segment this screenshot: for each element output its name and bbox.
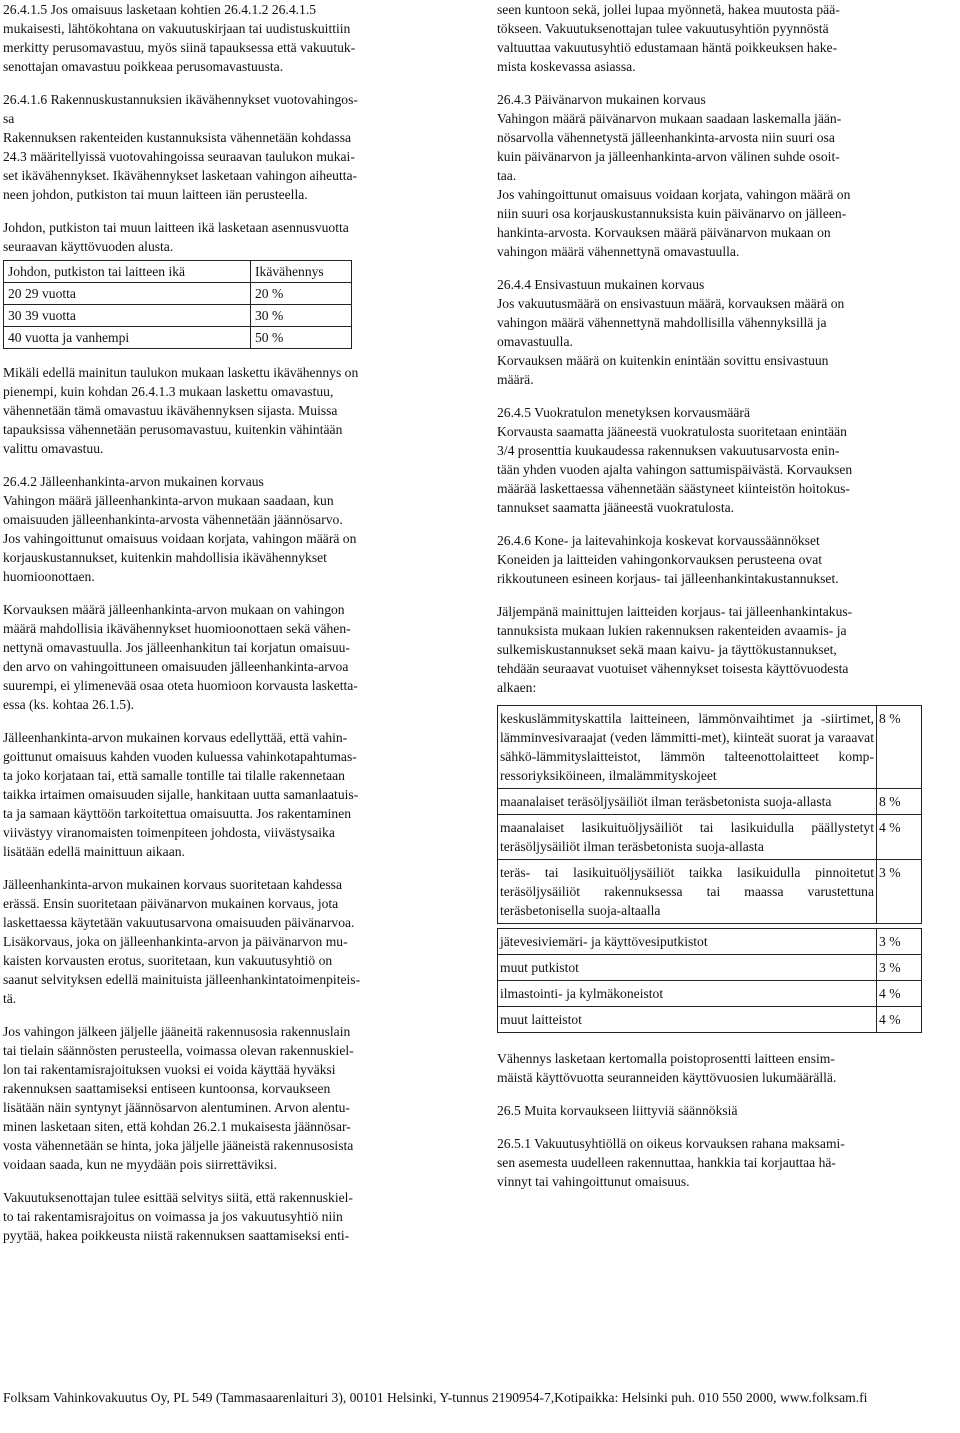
text-line: Korvauksen määrä on kuitenkin enintään sovittu ensivastuun xyxy=(497,353,829,368)
equipment-cell: ilmastointi- ja kylmäkoneistot xyxy=(498,981,877,1007)
paragraph xyxy=(3,218,463,256)
table-header-row xyxy=(4,261,352,283)
table-cell: 50 % xyxy=(251,327,352,349)
text-line: vahingon määrä vähennettynä mahdollisilla vähennyksillä ja xyxy=(497,315,827,330)
text-line: tannuksista mukaan lukien rakennuksen rakenteiden avaamis- ja xyxy=(497,623,847,638)
paragraph xyxy=(3,1188,463,1245)
text-line: 26.4.1.5 Jos omaisuus lasketaan kohtien 26.4.1.2 26.4.1.5 xyxy=(3,2,317,17)
percent-cell: 8 % xyxy=(877,706,922,789)
text-line: 26.4.5 Vuokratulon menetyksen korvausmäärä xyxy=(497,405,750,420)
paragraph xyxy=(3,875,463,1008)
text-line: alkaen: xyxy=(497,680,537,695)
text-line: essa (ks. kohtaa 26.1.5). xyxy=(3,697,134,712)
table-row xyxy=(498,815,922,860)
paragraph xyxy=(497,602,957,697)
text-line: määrä mahdollisia ikävähennykset huomioonottaen sekä vähen- xyxy=(3,621,351,636)
paragraph xyxy=(497,0,957,76)
column-header: Ikävähennys xyxy=(251,261,352,283)
equipment-cell: teräs- tai lasikuituöljysäiliöt taikka lasikuidulla pinnoitetut teräsöljysäiliöt rakennuksessa tai maassa varustettuna teräsbetonisella suoja-altaalla xyxy=(498,860,877,924)
text-line: Mikäli edellä mainitun taulukon mukaan laskettu ikävähennys on xyxy=(3,365,359,380)
text-line: suurempi, ei ylimenevää osaa oteta huomioon korvausta lasketta- xyxy=(3,678,358,693)
percent-cell: 3 % xyxy=(877,860,922,924)
text-line: vähennetään tämä omavastuu ikävähennyksen sijasta. Muissa xyxy=(3,403,338,418)
text-line: 26.4.4 Ensivastuun mukainen korvaus xyxy=(497,277,705,292)
table-row xyxy=(4,283,352,305)
text-line: taikka irtaimen omaisuuden sijalle, hankitaan uutta samanlaatuis- xyxy=(3,787,359,802)
text-line: lon tai rakentamisrajoituksen vuoksi ei voida käyttää hyväksi xyxy=(3,1062,336,1077)
text-line: valittu omavastuu. xyxy=(3,441,104,456)
text-line: nettynä omavastuulla. Jos jälleenhankitun tai korjatun omaisuu- xyxy=(3,640,350,655)
text-line: minen lasketaan siten, että kohdan 26.2.1 mukaisesta jäännösar- xyxy=(3,1119,351,1134)
table-row xyxy=(498,1007,922,1033)
text-line: den arvo on vahingoittuneen omaisuuden jälleenhankinta-arvoa xyxy=(3,659,349,674)
text-line: Kotipaikka: Helsinki puh. 010 550 2000, www.folksam.fi xyxy=(554,1390,868,1405)
text-line: korjauskustannukset, kuitenkin mahdollisia ikävähennykset xyxy=(3,550,327,565)
text-line: tehdään seuraavat vuotuiset vähennykset toisesta käyttövuodesta xyxy=(497,661,849,676)
text-line: set ikävähennykset. Ikävähennykset lasketaan vahingon aiheutta- xyxy=(3,168,358,183)
text-line: tä. xyxy=(3,991,17,1006)
table-cell: 40 vuotta ja vanhempi xyxy=(4,327,251,349)
text-line: rakennuksen saattamiseksi entiseen kuntoonsa, korvaukseen xyxy=(3,1081,331,1096)
text-line: neen johdon, putkiston tai muun laitteen iän perusteella. xyxy=(3,187,308,202)
text-line: 26.5 Muita korvaukseen liittyviä säännöksiä xyxy=(497,1103,738,1118)
text-line: goittunut omaisuus kahden vuoden kuluessa vahinkotapahtumas- xyxy=(3,749,357,764)
text-line: Jälleenhankinta-arvon mukainen korvaus edellyttää, että vahin- xyxy=(3,730,348,745)
text-line: 26.4.1.6 Rakennuskustannuksien ikävähennykset vuotovahingos- xyxy=(3,92,358,107)
text-line: nösarvolla vähennetystä jälleenhankinta-arvosta niin suuri osa xyxy=(497,130,835,145)
section-26-4-3 xyxy=(497,90,957,261)
section-26-4-1-6 xyxy=(3,90,463,204)
text-line: sen asemesta uudelleen rakennuttaa, hankkia tai korjauttaa hä- xyxy=(497,1155,836,1170)
text-line: ta ja samaan käyttöön tarkoitettua omaisuutta. Jos rakentaminen xyxy=(3,806,352,821)
text-line: vosta vähennetään se hinta, joka jäljelle jääneistä rakennusosista xyxy=(3,1138,354,1153)
text-line: Rakennuksen rakenteiden kustannuksista vähennetään kohdassa xyxy=(3,130,352,145)
text-line: tään yhden vuoden ajalta vahingon sattumispäivästä. Korvauksen xyxy=(497,462,853,477)
text-line: Jäljempänä mainittujen laitteiden korjaus- tai jälleenhankintakus- xyxy=(497,604,853,619)
text-line: Jos vahingon jälkeen jäljelle jääneitä rakennusosia rakennuslain xyxy=(3,1024,351,1039)
text-line: tannukset saamatta jääneestä vuokratulosta. xyxy=(497,500,735,515)
text-line: mäistä käyttövuotta seuranneiden käyttövuosien lukumäärällä. xyxy=(497,1070,837,1085)
text-line: kuin päivänarvon ja jälleenhankinta-arvon välinen suhde osoit- xyxy=(497,149,840,164)
text-line: omavastuulla. xyxy=(497,334,573,349)
table-row xyxy=(498,981,922,1007)
text-line: Vähennys lasketaan kertomalla poistoprosentti laitteen ensim- xyxy=(497,1051,835,1066)
table-row xyxy=(498,860,922,924)
text-line: saanut selvityksen edellä mainituista jälleenhankintatoimenpiteis- xyxy=(3,972,361,987)
text-line: niin suuri osa korjauskustannuksista kuin päivänarvo on jälleen- xyxy=(497,206,847,221)
percent-cell: 3 % xyxy=(877,955,922,981)
text-line: tapauksissa vähennetään perusomavastuu, kuitenkin vähintään xyxy=(3,422,343,437)
equipment-cell: maanalaiset teräsöljysäiliöt ilman teräsbetonista suoja-allasta xyxy=(498,789,877,815)
text-line: sa xyxy=(3,111,15,126)
text-line: Korvausta saamatta jääneestä vuokratulosta suoritetaan enintään xyxy=(497,424,847,439)
text-line: Vahingon määrä päivänarvon mukaan saadaan laskemalla jään- xyxy=(497,111,842,126)
equipment-cell: muut putkistot xyxy=(498,955,877,981)
equipment-cell: keskuslämmityskattila laitteineen, lämmönvaihtimet ja -siirtimet, lämminvesivaraajat (veden lämmitti-met), kiinteät suorat ja varaavat sähkö-lämmityslaitteistot, lämmön talteenottolaitteet komp-ressoriyksiköineen, ilmalämmityskojeet xyxy=(498,706,877,789)
paragraph xyxy=(3,728,463,861)
text-line: lisätään näin syntynyt jäännösarvon alentuminen. Arvon alentu- xyxy=(3,1100,350,1115)
text-line: Vakuutuksenottajan tulee esittää selvitys siitä, että rakennuskiel- xyxy=(3,1190,353,1205)
percent-cell: 4 % xyxy=(877,981,922,1007)
table-cell: 30 % xyxy=(251,305,352,327)
section-26-4-4 xyxy=(497,275,957,389)
text-line: mista koskevassa asiassa. xyxy=(497,59,636,74)
table-cell: 30 39 vuotta xyxy=(4,305,251,327)
equipment-cell: maanalaiset lasikuituöljysäiliöt tai lasikuidulla päällystetyt teräsöljysäiliöt ilman teräsbetonista suoja-allasta xyxy=(498,815,877,860)
text-line: mukaisesti, lähtökohtana on vakuutuskirjaan tai uudistuskuittiin xyxy=(3,21,351,36)
equipment-cell: jätevesiviemäri- ja käyttövesiputkistot xyxy=(498,929,877,955)
table-row xyxy=(498,706,922,789)
text-line: seen kuntoon sekä, jollei lupaa myönnetä, hakea muutosta pää- xyxy=(497,2,840,17)
text-line: Folksam Vahinkovakuutus Oy, PL 549 (Tammasaarenlaituri 3), 00101 Helsinki, Y-tunnus 2190954-7, xyxy=(3,1390,555,1405)
text-line: senottajan omavastuu poikkeaa perusomavastuusta. xyxy=(3,59,284,74)
text-line: Jos vahingoittunut omaisuus voidaan korjata, vahingon määrä on xyxy=(497,187,851,202)
text-line: ta joko korjataan tai, että samalle tontille tai tilalle rakennetaan xyxy=(3,768,345,783)
table-cell: 20 29 vuotta xyxy=(4,283,251,305)
percent-cell: 4 % xyxy=(877,1007,922,1033)
paragraph xyxy=(497,1049,957,1087)
page-footer xyxy=(3,1388,903,1407)
text-line: 26.4.3 Päivänarvon mukainen korvaus xyxy=(497,92,706,107)
text-line: Jälleenhankinta-arvon mukainen korvaus suoritetaan kahdessa xyxy=(3,877,342,892)
text-line: kaisten korvausten erotus, suoritetaan, kun vakuutusyhtiö on xyxy=(3,953,333,968)
text-line: Jos vahingoittunut omaisuus voidaan korjata, vahingon määrä on xyxy=(3,531,357,546)
text-line: vahingon määrä vähennettynä omavastuulla. xyxy=(497,244,740,259)
text-line: huomioonottaen. xyxy=(3,569,95,584)
section-26-4-6 xyxy=(497,531,957,588)
section-26-4-5 xyxy=(497,403,957,517)
text-line: Lisäkorvaus, joka on jälleenhankinta-arvon ja päivänarvon mu- xyxy=(3,934,348,949)
percent-cell: 8 % xyxy=(877,789,922,815)
text-line: seuraavan käyttövuoden alusta. xyxy=(3,239,174,254)
text-line: to tai rakentamisrajoitus on voimassa ja jos vakuutusyhtiö niin xyxy=(3,1209,343,1224)
text-line: vinnyt tai vahingoittunut omaisuus. xyxy=(497,1174,690,1189)
table-cell: 20 % xyxy=(251,283,352,305)
text-line: hankinta-arvosta. Korvauksen määrä päivänarvon mukaan on xyxy=(497,225,831,240)
table-row xyxy=(498,789,922,815)
text-line: erässä. Ensin suoritetaan päivänarvon mukainen korvaus, jota xyxy=(3,896,339,911)
text-line: tai tielain säännösten perusteella, voimassa olevan rakennuskiel- xyxy=(3,1043,354,1058)
percent-cell: 3 % xyxy=(877,929,922,955)
text-line: 26.5.1 Vakuutusyhtiöllä on oikeus korvauksen rahana maksami- xyxy=(497,1136,845,1151)
text-line: voidaan saada, kun ne myydään pois siirrettäviksi. xyxy=(3,1157,278,1172)
text-line: 3/4 prosenttia kuukaudessa rakennuksen vakuutusarvosta enin- xyxy=(497,443,840,458)
text-line: laskettaessa käytetään vakuutusarvona omaisuuden päivänarvoa. xyxy=(3,915,355,930)
text-line: Jos vakuutusmäärä on ensivastuun määrä, korvauksen määrä on xyxy=(497,296,845,311)
section-26-5-heading xyxy=(497,1101,957,1120)
text-line: omaisuuden jälleenhankinta-arvosta vähennetään jäännösarvo. xyxy=(3,512,343,527)
paragraph xyxy=(3,0,463,76)
text-line: merkitty perusomavastuu, myös siinä tapauksessa että vakuutuk- xyxy=(3,40,356,55)
table-row xyxy=(498,929,922,955)
annual-deduction-table xyxy=(497,705,922,1033)
text-line: Korvauksen määrä jälleenhankinta-arvon mukaan on vahingon xyxy=(3,602,345,617)
text-line: rikkoutuneen esineen korjaus- tai jälleenhankintakustannukset. xyxy=(497,571,839,586)
text-line: tökseen. Vakuutuksenottajan tulee vakuutusyhtiön pyynnöstä xyxy=(497,21,829,36)
paragraph xyxy=(3,1022,463,1174)
text-line: 26.4.2 Jälleenhankinta-arvon mukainen korvaus xyxy=(3,474,264,489)
text-line: viivästyy viranomaisten toimenpiteen johdosta, viivästysaika xyxy=(3,825,335,840)
text-line: 24.3 määritellyissä vuotovahingoissa seuraavan taulukon mukai- xyxy=(3,149,355,164)
paragraph xyxy=(3,363,463,458)
right-column xyxy=(497,0,957,1205)
equipment-cell: muut laitteistot xyxy=(498,1007,877,1033)
text-line: Vahingon määrä jälleenhankinta-arvon mukaan saadaan, kun xyxy=(3,493,334,508)
text-line: lisätään edellä mainittuun aikaan. xyxy=(3,844,185,859)
text-line: Koneiden ja laitteiden vahingonkorvauksen perusteena ovat xyxy=(497,552,823,567)
left-column xyxy=(3,0,463,1259)
table-row xyxy=(4,305,352,327)
text-line: sulkemiskustannukset sekä maan kaivu- ja täyttökustannukset, xyxy=(497,642,837,657)
age-deduction-table xyxy=(3,260,352,349)
table-row xyxy=(498,955,922,981)
text-line: määrä. xyxy=(497,372,534,387)
section-26-4-2 xyxy=(3,472,463,586)
text-line: pienempi, kuin kohdan 26.4.1.3 mukaan laskettu omavastuu, xyxy=(3,384,334,399)
section-26-5-1 xyxy=(497,1134,957,1191)
percent-cell: 4 % xyxy=(877,815,922,860)
text-line: pyytää, hakea poikkeusta niistä rakennuksen saattamiseksi enti- xyxy=(3,1228,350,1243)
paragraph xyxy=(3,600,463,714)
text-line: Johdon, putkiston tai muun laitteen ikä lasketaan asennusvuotta xyxy=(3,220,349,235)
text-line: määrää laskettaessa vähennetään säästyneet kiinteistön hoitokus- xyxy=(497,481,850,496)
text-line: 26.4.6 Kone- ja laitevahinkoja koskevat korvaussäännökset xyxy=(497,533,820,548)
text-line: taa. xyxy=(497,168,517,183)
table-row xyxy=(4,327,352,349)
text-line: valtuuttaa vakuutusyhtiö edustamaan häntä poikkeuksen hake- xyxy=(497,40,838,55)
column-header: Johdon, putkiston tai laitteen ikä xyxy=(4,261,251,283)
